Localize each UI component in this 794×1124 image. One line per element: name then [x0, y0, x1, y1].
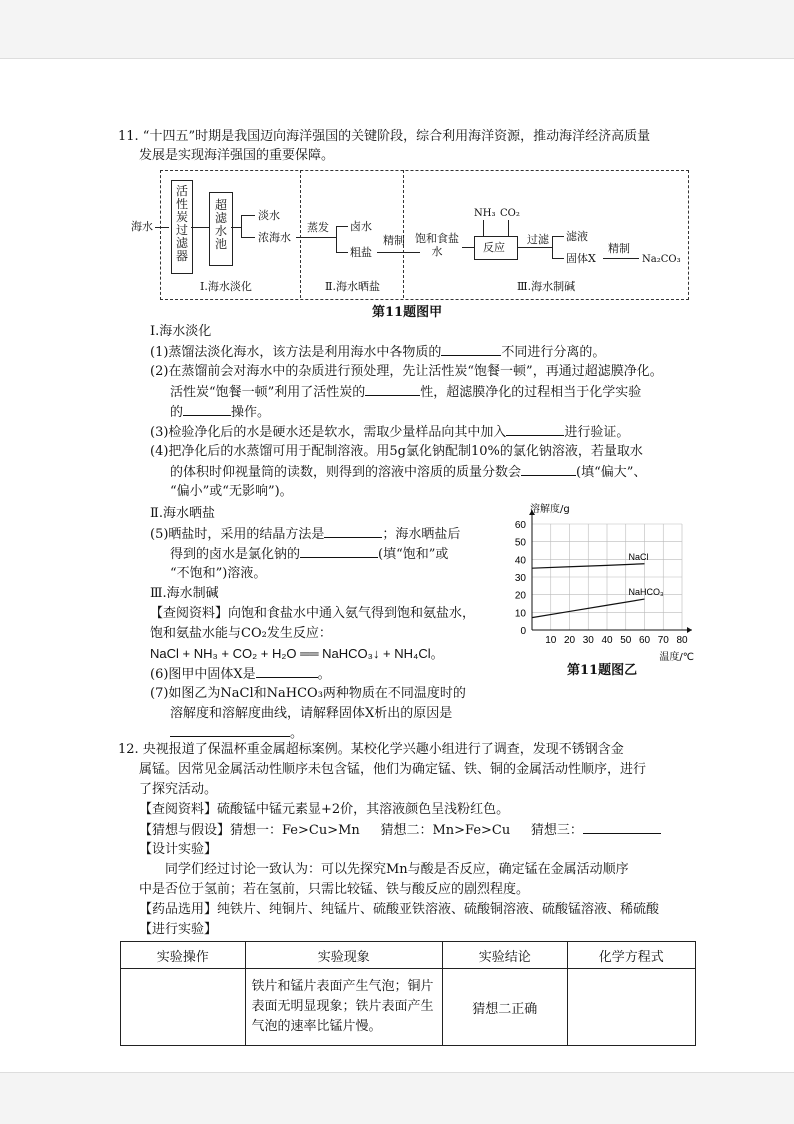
solid-x-label: 固体X: [566, 252, 596, 265]
part1-title: Ⅰ.海水淡化: [150, 324, 212, 339]
q11-item5-line1: (5)晒盐时，采用的结晶方法是 ；海水晒盐后: [150, 527, 461, 542]
saturated-brine-label: 饱和食盐水: [415, 232, 459, 258]
q11-item1: (1)蒸馏法淡化海水，该方法是利用海水中各物质的 不同进行分离的。: [150, 345, 606, 360]
q11-item5-line2: 得到的卤水是氯化钠的 (填“饱和”或: [170, 547, 449, 562]
filter-label: 活性炭过滤器: [175, 184, 188, 263]
y-tick-label: 60: [514, 520, 526, 531]
crude-salt-label: 粗盐: [350, 246, 372, 259]
filtrate-label: 滤液: [566, 230, 588, 243]
figure-1-caption: 第11题图甲: [372, 305, 443, 320]
q11-item7-line3: 。: [170, 724, 303, 742]
q12-drugs: 【药品选用】纯铁片、纯铜片、纯锰片、硫酸亚铁溶液、硫酸铜溶液、硫酸锰溶液、稀硫酸: [139, 902, 660, 917]
fresh-water-label: 淡水: [258, 209, 280, 222]
arrow-line: [241, 215, 255, 216]
y-tick-label: 10: [514, 608, 526, 620]
section-1-label: Ⅰ.海水淡化: [200, 280, 252, 293]
x-tick-label: 50: [620, 635, 632, 646]
brine-label: 浓海水: [258, 231, 291, 244]
q11-item2-line3: 的 操作。: [170, 405, 271, 420]
q11-item2-line1: (2)在蒸馏前会对海水中的杂质进行预处理，先让活性炭“饱餐一顿”，再通过超滤膜净化。: [150, 364, 663, 379]
table-cell-equation[interactable]: [567, 969, 695, 1046]
reaction-label: 反应: [483, 241, 505, 254]
y-tick-label: 40: [514, 555, 526, 567]
x-tick-label: 10: [545, 635, 557, 646]
arrow-line: [336, 226, 348, 227]
q11-item7-line1: (7)如图乙为NaCl和NaHCO₃两种物质在不同温度时的: [150, 686, 466, 701]
na2co3-label: Na₂CO₃: [642, 254, 681, 265]
q12-design-line2: 中是否位于氢前；若在氢前，只需比较锰、铁与酸反应的剧烈程度。: [139, 882, 530, 897]
y-tick-label: 0: [520, 626, 526, 637]
q11-item5-line3: “不饱和”)溶液。: [170, 566, 267, 581]
q11-item2-line2: 活性炭“饱餐一顿”利用了活性炭的 性，超滤膜净化的过程相当于化学实验: [170, 385, 642, 400]
q11-item6: (6)图甲中固体X是 。: [150, 667, 331, 682]
split-line: [241, 215, 242, 237]
q12-line3: 了探究活动。: [139, 782, 218, 797]
ultrafiltration-box: [209, 192, 233, 266]
refine-label-1: 精制: [383, 234, 405, 247]
table-header: 实验结论: [442, 942, 567, 969]
table-header: 化学方程式: [567, 942, 695, 969]
answer-blank[interactable]: [583, 821, 661, 834]
x-axis-arrow: [687, 627, 692, 633]
y-axis-label: 溶解度/g: [530, 504, 570, 515]
table-cell-phenomenon: 铁片和锰片表面产生气泡；铜片表面无明显现象；铁片表面产生气泡的速率比锰片慢。: [245, 969, 442, 1046]
evaporate-label: 蒸发: [307, 221, 329, 234]
q12-line1: 12. 央视报道了保温杯重金属超标案例。某校化学兴趣小组进行了调查，发现不锈钢含金: [118, 742, 624, 757]
table-header: 实验现象: [245, 942, 442, 969]
reaction-equation: NaCl + NH₃ + CO₂ + H₂O ══ NaHCO₃↓ + NH₄Cl。: [150, 646, 444, 661]
x-axis-label: 温度/℃: [659, 652, 694, 663]
x-tick-label: 70: [657, 635, 669, 646]
bottom-band: [0, 1072, 794, 1124]
split-line: [552, 236, 553, 258]
x-tick-label: 40: [601, 635, 613, 646]
arrow-line: [191, 227, 209, 228]
solubility-chart: [496, 500, 706, 665]
y-tick-label: 30: [514, 573, 526, 584]
figure-2-caption: 第11题图乙: [567, 663, 638, 678]
q12-design: 【设计实验】: [139, 842, 218, 857]
arrow-line: [231, 227, 241, 228]
arrow-line: [552, 258, 564, 259]
answer-blank[interactable]: [506, 423, 564, 436]
part2-title: Ⅱ.海水晒盐: [150, 506, 215, 521]
answer-blank[interactable]: [183, 403, 231, 416]
q12-info: 【查阅资料】硫酸锰中锰元素显+2价，其溶液颜色呈浅粉红色。: [139, 802, 510, 817]
nh3-label: NH₃: [474, 208, 496, 219]
table-header: 实验操作: [121, 942, 246, 969]
membrane-label: 超滤水池: [214, 198, 227, 251]
q11-line1: 11. “十四五”时期是我国迈向海洋强国的关键阶段，综合利用海洋资源，推动海洋经济高质量: [118, 129, 651, 144]
split-line: [336, 226, 337, 252]
q11-item4-line3: “偏小”或“无影响”)。: [170, 484, 293, 499]
x-tick-label: 20: [563, 635, 576, 646]
arrow-line: [517, 247, 552, 248]
activated-carbon-filter-box: [171, 180, 193, 274]
arrow-line: [483, 220, 484, 236]
answer-blank[interactable]: [441, 343, 501, 356]
section-2-label: Ⅱ.海水晒盐: [325, 280, 380, 293]
info-line2: 饱和氨盐水能与CO₂发生反应：: [150, 626, 332, 641]
refine-label-2: 精制: [608, 242, 630, 255]
series-label: NaHCO₃: [628, 587, 664, 598]
q11-item4-line1: (4)把净化后的水蒸馏可用于配制溶液。用5g氯化钠配制10%的氯化钠溶液，若量取水: [150, 444, 643, 459]
table-row: [121, 969, 696, 1046]
q12-experiment: 【进行实验】: [139, 922, 218, 937]
q11-item7-line2: 溶解度和溶解度曲线，请解释固体X析出的原因是: [170, 706, 453, 721]
arrow-line: [603, 258, 639, 259]
info-line1: 【查阅资料】向饱和食盐水中通入氨气得到饱和氨盐水，: [150, 606, 476, 621]
table-cell-operation[interactable]: [121, 969, 246, 1046]
q12-hypothesis: 【猜想与假设】猜想一：Fe>Cu>Mn 猜想二：Mn>Fe>Cu 猜想三：: [139, 821, 661, 839]
experiment-table: [120, 941, 696, 1046]
arrow-line: [296, 237, 336, 238]
x-tick-label: 80: [676, 635, 688, 646]
table-cell-conclusion: 猜想二正确: [442, 969, 567, 1046]
answer-blank[interactable]: [365, 383, 420, 396]
reaction-box: [474, 236, 518, 260]
y-tick-label: 50: [514, 537, 526, 549]
co2-label: CO₂: [500, 208, 520, 219]
q12-design-line1: 同学们经过讨论一致认为：可以先探究Mn与酸是否反应，确定锰在金属活动顺序: [165, 862, 629, 877]
divider-1: [300, 170, 301, 298]
x-tick-label: 60: [638, 635, 651, 646]
series-label: NaCl: [628, 551, 649, 562]
q11-line2: 发展是实现海洋强国的重要保障。: [139, 148, 335, 163]
q12-line2: 属锰。因常见金属活动性顺序未包含锰，他们为确定锰、铁、铜的金属活动性顺序，进行: [139, 762, 647, 777]
answer-blank[interactable]: [521, 463, 576, 476]
part3-title: Ⅲ.海水制碱: [150, 586, 219, 601]
arrow-line: [241, 237, 255, 238]
filtration-label: 过滤: [527, 233, 549, 246]
answer-blank[interactable]: [170, 724, 290, 737]
section-3-label: Ⅲ.海水制碱: [517, 280, 576, 293]
arrow-line: [508, 220, 509, 236]
seawater-label: 海水: [131, 220, 153, 233]
q11-item3: (3)检验净化后的水是硬水还是软水，需取少量样品向其中加入 进行验证。: [150, 425, 630, 440]
q11-item4-line2: 的体积时仰视量筒的读数，则得到的溶液中溶质的质量分数会 (填“偏大”、: [170, 465, 647, 480]
arrow-line: [155, 227, 169, 228]
arrow-line: [552, 236, 564, 237]
arrow-line: [336, 252, 348, 253]
table-header-row: [121, 942, 696, 969]
answer-blank[interactable]: [300, 545, 378, 558]
top-band: [0, 0, 794, 59]
arrow-line: [462, 247, 474, 248]
y-tick-label: 20: [514, 590, 526, 602]
answer-blank[interactable]: [324, 525, 382, 538]
answer-blank[interactable]: [256, 665, 318, 678]
x-tick-label: 30: [582, 635, 594, 646]
bittern-label: 卤水: [350, 220, 372, 233]
